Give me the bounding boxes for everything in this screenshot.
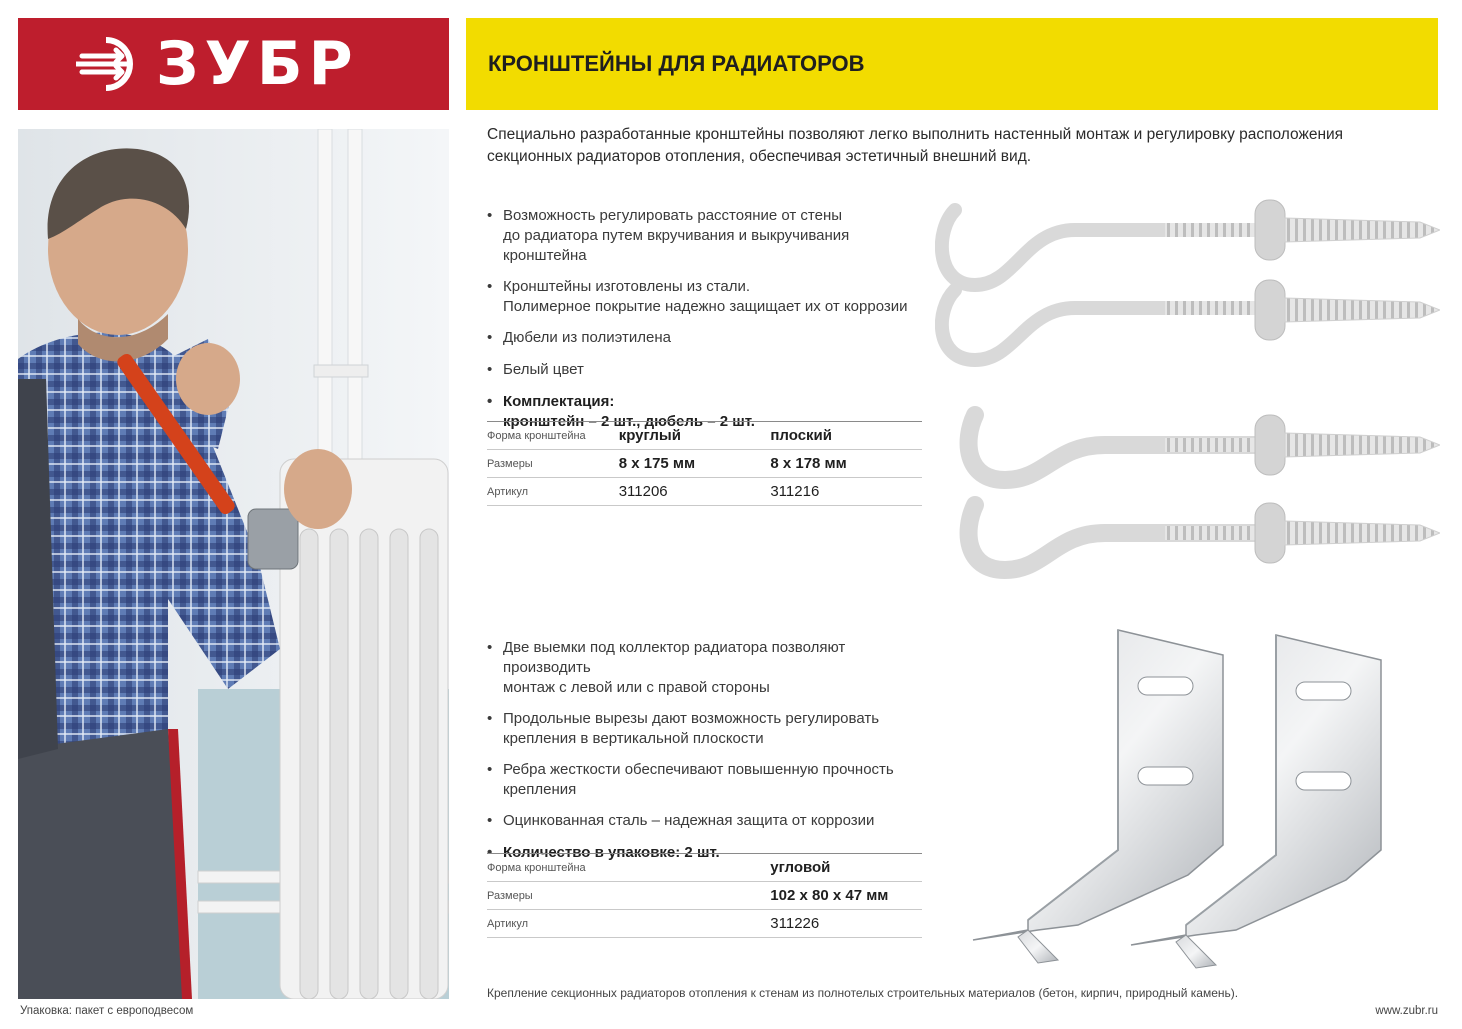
round-hook-1 (942, 200, 1440, 285)
footer-note: Крепление секционных радиаторов отопления к стенам из полнотелых строительных материалов (бетон, кирпич, природный камень). (487, 986, 1239, 1000)
hook-brackets-image (935, 190, 1440, 590)
features-list-hooks (487, 206, 927, 432)
table-row: Размеры 102 x 80 x 47 мм (487, 882, 922, 910)
packaging-note: Упаковка: пакет с европодвесом (20, 1005, 194, 1017)
worker-radiator-photo (18, 129, 449, 999)
table-row: Артикул 311226 (487, 910, 922, 938)
feature-item: • Две выемки под коллектор радиатора позволяют производить монтаж с левой или с правой стороны (487, 638, 927, 698)
feature-item: • Оцинкованная сталь – надежная защита от коррозии (487, 811, 927, 831)
round-hook-2 (942, 280, 1440, 360)
feature-item-quantity: • Количество в упаковке: 2 шт. (487, 843, 927, 863)
page-title: КРОНШТЕЙНЫ ДЛЯ РАДИАТОРОВ (488, 51, 865, 76)
feature-item: • Белый цвет (487, 360, 927, 380)
features-list-angle (487, 638, 927, 863)
spec-table-angle (487, 853, 922, 938)
brand-logo-block (18, 18, 449, 110)
website-link[interactable]: www.zubr.ru (1375, 1005, 1438, 1017)
feature-item: • Возможность регулировать расстояние от стены до радиатора путем вкручивания и выкручивания кронштейна (487, 206, 927, 266)
angle-bracket-1 (973, 630, 1223, 963)
table-row: Артикул 311206 311216 (487, 478, 922, 506)
table-row: Размеры 8 x 175 мм 8 x 178 мм (487, 450, 922, 478)
angle-brackets-image (968, 625, 1398, 970)
feature-item: • Дюбели из полиэтилена (487, 328, 927, 348)
feature-item: • Продольные вырезы дают возможность регулировать крепления в вертикальной плоскости (487, 709, 927, 749)
flat-hook-1 (969, 415, 1440, 480)
table-row: Форма кронштейна угловой (487, 854, 922, 882)
feature-item: • Кронштейны изготовлены из стали. Полимерное покрытие надежно защищает их от коррозии (487, 277, 927, 317)
brand-name: ЗУБР (156, 29, 359, 99)
table-row: Форма кронштейна круглый плоский (487, 422, 922, 450)
flat-hook-2 (969, 503, 1440, 570)
title-banner (466, 18, 1438, 110)
brand-arrows-icon (76, 34, 150, 94)
worker-illustration (18, 129, 449, 999)
feature-item-package: • Комплектация: кронштейн – 2 шт., дюбель – 2 шт. (487, 392, 927, 432)
spec-table-hooks (487, 421, 922, 506)
feature-item: • Ребра жесткости обеспечивают повышенную прочность крепления (487, 760, 927, 800)
intro-text: Специально разработанные кронштейны позволяют легко выполнить настенный монтаж и регулировку расположения секционных радиаторов отопления, обеспечивая эстетичный внешний вид. (487, 126, 1344, 165)
